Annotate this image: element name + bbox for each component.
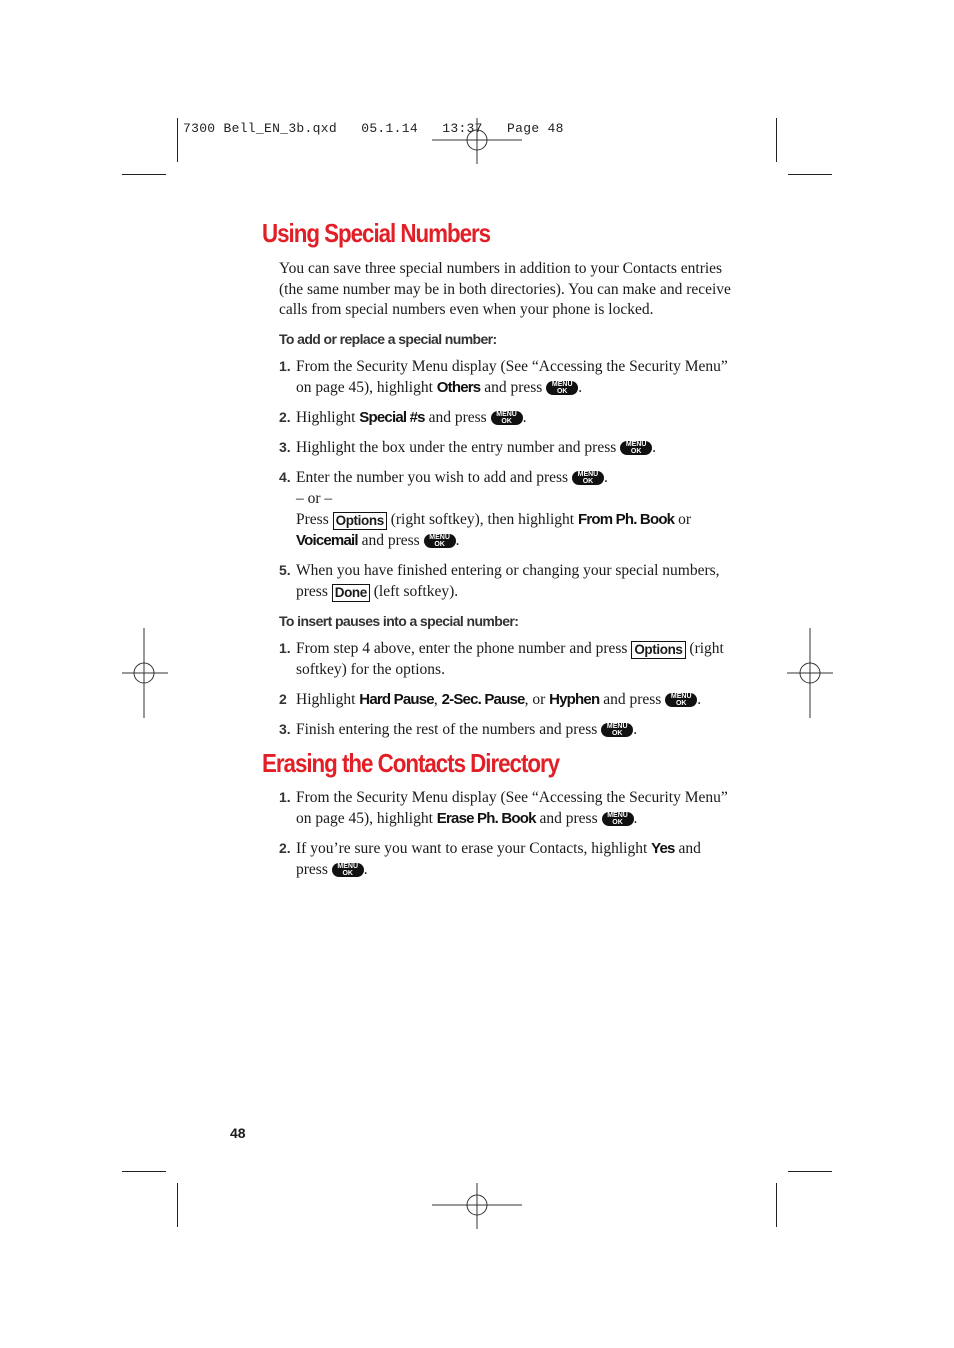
crop-mark-bl-v <box>177 1183 178 1227</box>
registration-mark-right <box>787 628 833 718</box>
pause-step-1: 1. From step 4 above, enter the phone number and press Options (right softkey) for the options. <box>279 639 724 678</box>
crop-mark-tr-h <box>788 174 832 175</box>
softkey-options: Options <box>631 641 685 659</box>
registration-mark-bottom <box>432 1183 522 1229</box>
add-step-2: 2. Highlight Special #s and press MENU OK . <box>279 408 527 426</box>
section-title-erasing-contacts: Erasing the Contacts Directory <box>262 747 560 778</box>
menu-ok-button-icon: MENU OK <box>332 863 364 877</box>
keyword-erase-ph-book: Erase Ph. Book <box>436 809 536 827</box>
erase-step-1: 1. From the Security Menu display (See “Accessing the Security Menu” on page 45), highlight Erase Ph. Book and press MENU OK . <box>279 788 728 827</box>
registration-mark-top <box>432 118 522 164</box>
crop-mark-bl-h <box>122 1171 166 1172</box>
menu-ok-button-icon: MENU OK <box>546 381 578 395</box>
keyword-from-ph-book: From Ph. Book <box>577 510 675 528</box>
add-step-4: 4. Enter the number you wish to add and press MENU OK . – or – Press Options (right softkey), then highlight From Ph. Book or Voicemail and press MENU OK . <box>279 468 692 549</box>
menu-ok-button-icon: MENU OK <box>601 723 633 737</box>
registration-mark-left <box>122 628 168 718</box>
add-step-5: 5. When you have finished entering or changing your special numbers, press Done (left softkey). <box>279 561 720 600</box>
slug-line: 7300 Bell_EN_3b.qxd 05.1.14 13:37 Page 48 <box>183 121 564 136</box>
keyword-voicemail: Voicemail <box>296 531 358 549</box>
pause-step-3: 3. Finish entering the rest of the numbers and press MENU OK . <box>279 720 638 738</box>
page-number: 48 <box>230 1125 246 1141</box>
keyword-yes: Yes <box>651 839 675 857</box>
softkey-done: Done <box>332 584 370 602</box>
menu-ok-button-icon: MENU OK <box>665 693 697 707</box>
keyword-special-numbers: Special #s <box>359 408 425 426</box>
menu-ok-button-icon: MENU OK <box>424 534 456 548</box>
crop-mark-tr-v <box>776 118 777 162</box>
subheading-add-special-number: To add or replace a special number: <box>279 330 497 347</box>
or-separator: – or – <box>296 489 333 507</box>
keyword-others: Others <box>436 378 481 396</box>
crop-mark-br-h <box>788 1171 832 1172</box>
add-step-1: 1. From the Security Menu display (See “Accessing the Security Menu” on page 45), highlight Others and press MENU OK . <box>279 357 728 396</box>
add-step-3: 3. Highlight the box under the entry number and press MENU OK . <box>279 438 657 456</box>
crop-mark-br-v <box>776 1183 777 1227</box>
menu-ok-button-icon: MENU OK <box>620 441 652 455</box>
crop-mark-tl-v <box>177 118 178 162</box>
menu-ok-button-icon: MENU OK <box>572 471 604 485</box>
keyword-hyphen: Hyphen <box>549 690 600 708</box>
crop-mark-tl-h <box>122 174 166 175</box>
menu-ok-button-icon: MENU OK <box>491 411 523 425</box>
intro-paragraph: You can save three special numbers in addition to your Contacts entries (the same number may be in both directories). You can make and receive calls from special numbers even when your phone is locked. <box>279 260 731 318</box>
subheading-insert-pauses: To insert pauses into a special number: <box>279 612 519 629</box>
keyword-hard-pause: Hard Pause <box>359 690 434 708</box>
pause-step-2: 2 Highlight Hard Pause, 2-Sec. Pause, or Hyphen and press MENU OK . <box>279 690 702 708</box>
erase-step-2: 2. If you’re sure you want to erase your Contacts, highlight Yes and press MENU OK . <box>279 839 701 878</box>
page-content <box>262 218 732 880</box>
menu-ok-button-icon: MENU OK <box>602 812 634 826</box>
keyword-2-sec-pause: 2-Sec. Pause <box>441 690 525 708</box>
softkey-options: Options <box>333 512 387 530</box>
section-title-special-numbers: Using Special Numbers <box>262 218 491 248</box>
